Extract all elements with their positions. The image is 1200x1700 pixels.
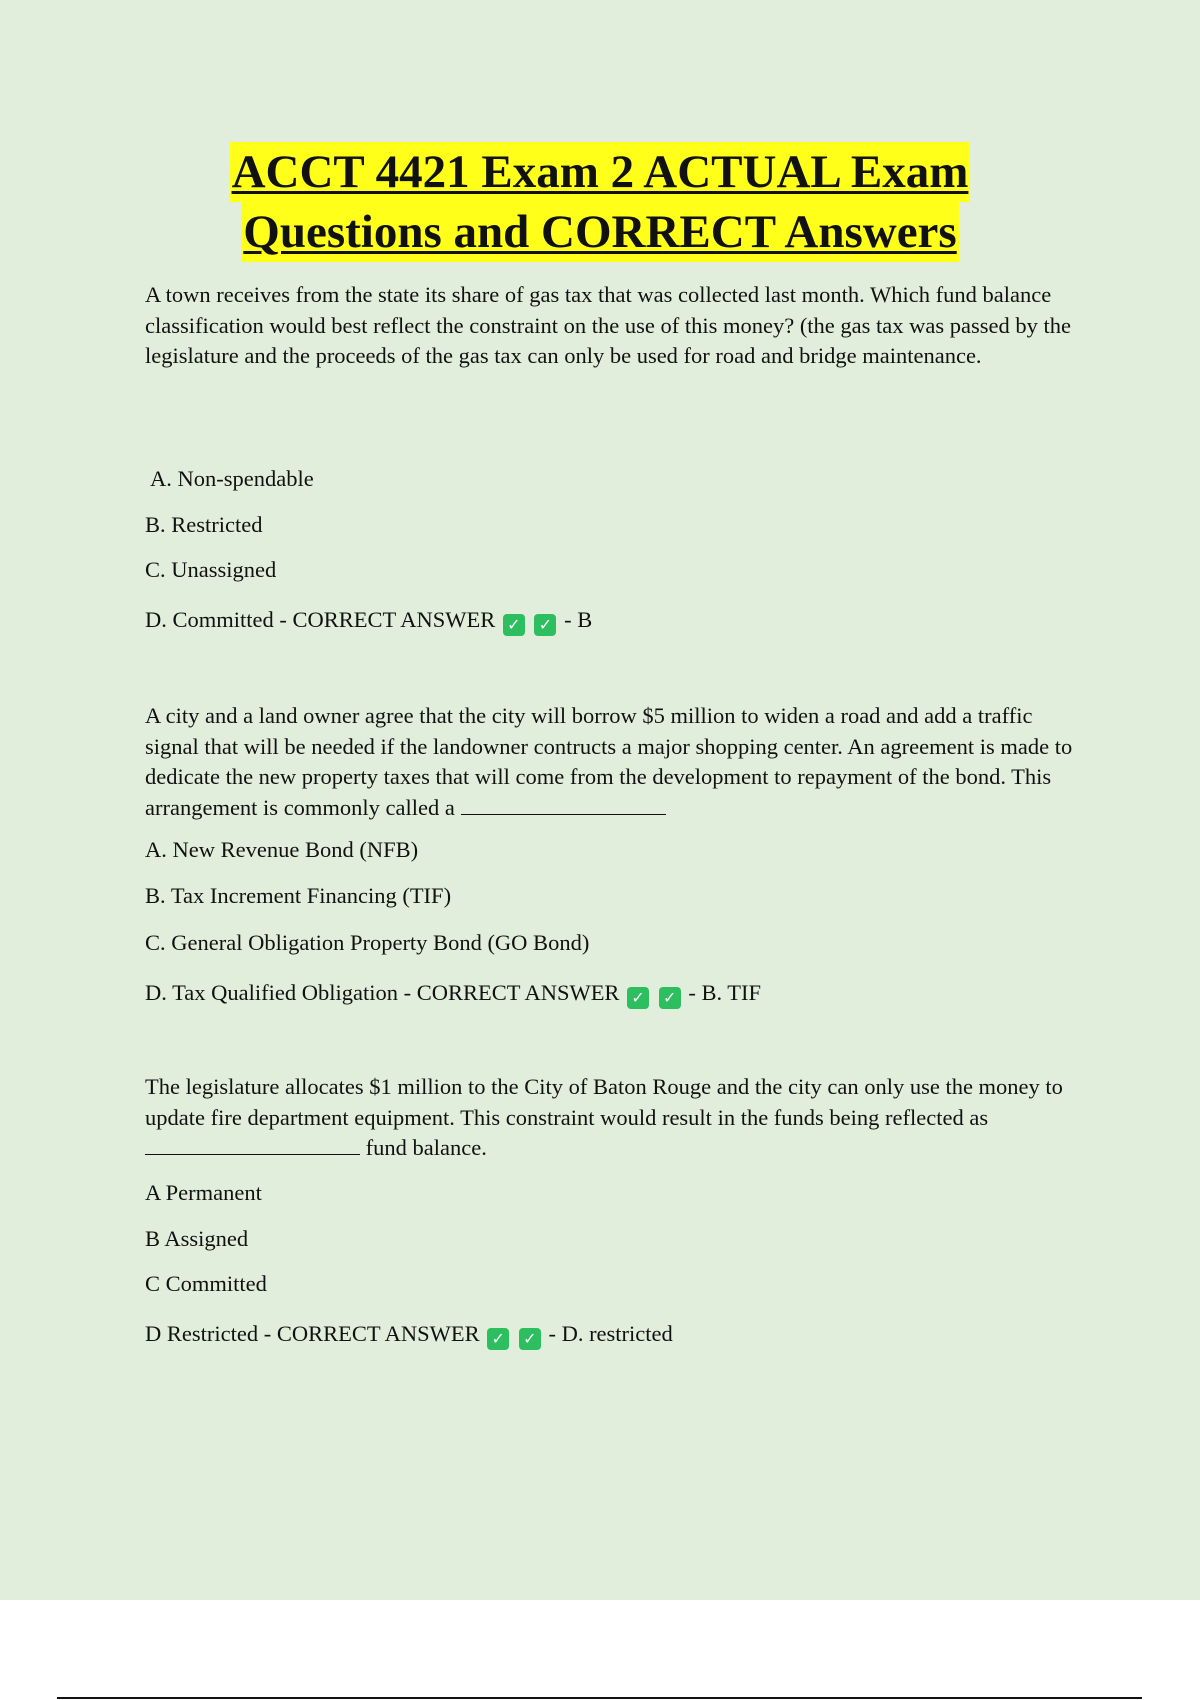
question-2-option-a: A. New Revenue Bond (NFB) — [145, 837, 419, 862]
question-3 — [145, 1072, 1090, 1164]
question-2-option-d — [145, 979, 761, 1009]
check-box-icon: ✓ — [519, 1328, 541, 1350]
title-line-2: Questions and CORRECT Answers — [241, 202, 958, 262]
question-1-option-d — [145, 606, 592, 636]
question-1-option-d-text: D. Committed - CORRECT ANSWER — [145, 607, 496, 632]
check-box-icon: ✓ — [503, 614, 525, 636]
document-title — [0, 142, 1200, 262]
question-2-stem-text: A city and a land owner agree that the city will borrow $5 million to widen a road and add a traffic signal that will be needed if the landowner contructs a major shopping center. An agreement is made to dedicate the new property taxes that will come from the development to repayment of the bond. This arrangement is commonly called a — [145, 703, 1073, 820]
question-3-option-b: B Assigned — [145, 1226, 249, 1251]
question-2-stem — [145, 701, 1090, 823]
answer-blank — [145, 1136, 360, 1155]
check-box-icon: ✓ — [659, 987, 681, 1009]
question-3-option-d-text: D Restricted - CORRECT ANSWER — [145, 1321, 480, 1346]
check-box-icon: ✓ — [487, 1328, 509, 1350]
question-3-stem-tail: fund balance. — [365, 1135, 487, 1160]
question-2-answer: - B. TIF — [688, 980, 762, 1005]
question-1 — [145, 280, 1090, 372]
footer-divider — [57, 1697, 1142, 1699]
question-2 — [145, 701, 1090, 823]
question-2-option-b: B. Tax Increment Financing (TIF) — [145, 883, 452, 908]
question-3-option-a: A Permanent — [145, 1180, 262, 1205]
question-3-option-c: C Committed — [145, 1271, 267, 1296]
question-1-option-b: B. Restricted — [145, 512, 263, 537]
question-3-stem-text: The legislature allocates $1 million to the City of Baton Rouge and the city can only use the money to update fire department equipment. This constraint would result in the funds being reflected as — [145, 1074, 1063, 1130]
question-2-option-c: C. General Obligation Property Bond (GO Bond) — [145, 930, 590, 955]
question-3-option-d — [145, 1320, 673, 1350]
question-1-answer: - B — [564, 607, 593, 632]
question-3-stem — [145, 1072, 1090, 1164]
check-box-icon: ✓ — [534, 614, 556, 636]
question-1-option-a: A. Non-spendable — [150, 466, 314, 491]
title-line-1: ACCT 4421 Exam 2 ACTUAL Exam — [230, 142, 971, 202]
check-box-icon: ✓ — [627, 987, 649, 1009]
question-2-option-d-text: D. Tax Qualified Obligation - CORRECT ANSWER — [145, 980, 620, 1005]
question-1-option-c: C. Unassigned — [145, 557, 277, 582]
question-1-stem: A town receives from the state its share of gas tax that was collected last month. Which fund balance classification would best reflect the constraint on the use of this money? (the gas tax was passed by the legislature and the proceeds of the gas tax can only be used for road and bridge maintenance. — [145, 282, 1071, 368]
question-3-answer: - D. restricted — [548, 1321, 673, 1346]
answer-blank — [461, 796, 666, 815]
